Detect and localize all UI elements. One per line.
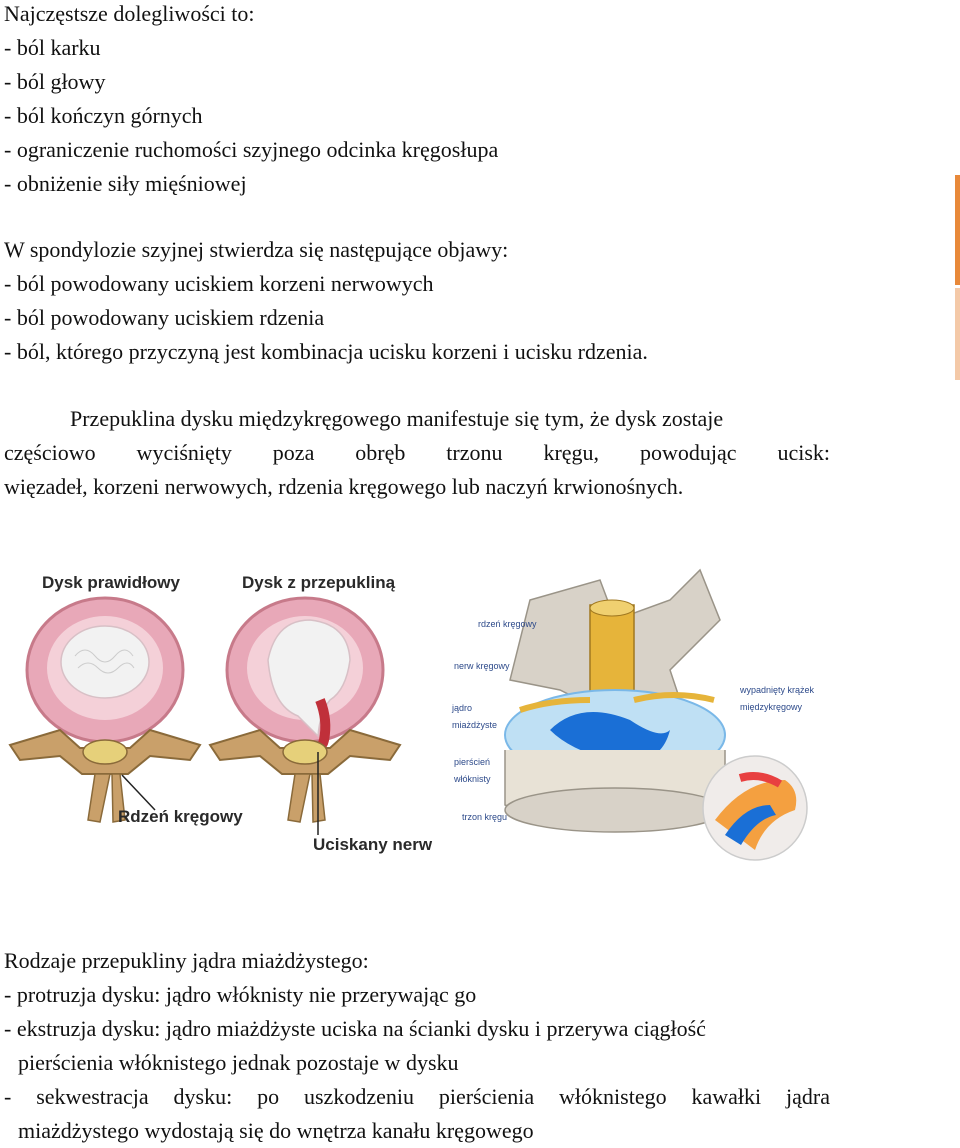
- label-annulus-1: pierścień: [454, 757, 491, 767]
- section-title: W spondylozie szyjnej stwierdza się następujące objawy:: [4, 237, 509, 262]
- list-item: - ból powodowany uciskiem korzeni nerwowych: [4, 271, 434, 296]
- label-nucleus-2: miażdżyste: [452, 720, 498, 730]
- vertebra-illustration: [505, 570, 725, 832]
- herniated-disc-illustration: [210, 598, 400, 835]
- paragraph-line: Przepuklina dysku międzykręgowego manifestuje się tym, że dysk zostaje: [70, 406, 724, 431]
- list-item-block: [4, 1080, 830, 1114]
- list-item: - ból, którego przyczyną jest kombinacja ucisku korzeni i ucisku rdzenia.: [4, 339, 648, 364]
- section-title: Rodzaje przepukliny jądra miażdżystego:: [4, 948, 369, 973]
- accent-bar-light: [955, 288, 960, 380]
- figure-spine-anatomy: [440, 560, 820, 870]
- list-item: - ból kończyn górnych: [4, 103, 203, 128]
- label-nerve: nerw kręgowy: [454, 661, 510, 671]
- list-item: - ograniczenie ruchomości szyjnego odcinka kręgosłupa: [4, 137, 499, 162]
- paragraph-block: [4, 436, 830, 470]
- list-item-continuation: miażdżystego wydostają się do wnętrza kanału kręgowego: [18, 1118, 534, 1143]
- label-normal-disc: Dysk prawidłowy: [42, 573, 180, 592]
- list-item: - obniżenie siły mięśniowej: [4, 171, 247, 196]
- list-item: - protruzja dysku: jądro włóknisty nie przerywając go: [4, 982, 477, 1007]
- herniation-detail-inset: [703, 756, 807, 860]
- label-spinal-cord-small: rdzeń kręgowy: [478, 619, 537, 629]
- label-herniated-disc: Dysk z przepukliną: [242, 573, 396, 592]
- list-item: - ból karku: [4, 35, 101, 60]
- list-item-continuation: pierścienia włóknistego jednak pozostaje w dysku: [18, 1050, 459, 1075]
- list-item: - ekstruzja dysku: jądro miażdżyste uciska na ścianki dysku i przerywa ciągłość: [4, 1016, 706, 1041]
- list-item: - ból powodowany uciskiem rdzenia: [4, 305, 325, 330]
- label-annulus-2: włóknisty: [454, 774, 491, 784]
- figure-disc-comparison: [0, 560, 440, 860]
- section-title: Najczęstsze dolegliwości to:: [4, 1, 255, 26]
- label-herniation-2: międzykręgowy: [740, 702, 803, 712]
- label-compressed-nerve: Uciskany nerw: [313, 835, 433, 854]
- list-item: - sekwestracja dysku: po uszkodzeniu pierścienia włóknistego kawałki jądra: [4, 1084, 830, 1109]
- label-spinal-cord: Rdzeń kręgowy: [118, 807, 243, 826]
- paragraph-line: więzadeł, korzeni nerwowych, rdzenia kręgowego lub naczyń krwionośnych.: [4, 474, 684, 499]
- list-item: - ból głowy: [4, 69, 106, 94]
- label-herniation-1: wypadnięty krążek: [740, 685, 815, 695]
- label-nucleus-1: jądro: [452, 703, 473, 713]
- paragraph-line: częściowo wyciśnięty poza obręb trzonu kręgu, powodując ucisk:: [4, 440, 830, 465]
- accent-bar: [955, 175, 960, 285]
- label-vertebral-body: trzon kręgu: [462, 812, 508, 822]
- normal-disc-illustration: [10, 598, 200, 822]
